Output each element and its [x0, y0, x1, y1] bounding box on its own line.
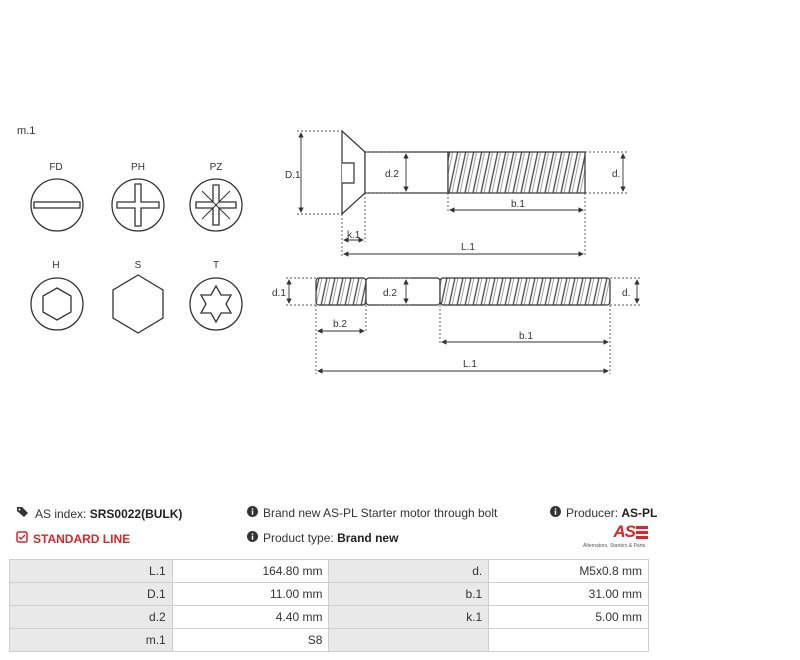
standard-line-text: STANDARD LINE [33, 531, 131, 546]
tags-icon [16, 506, 30, 521]
head-types-label: m.1 [17, 125, 36, 137]
dim-L1-top: L.1 [461, 242, 475, 253]
torx-head-icon [190, 278, 242, 330]
description-text: Brand new AS-PL Starter motor through bolt [263, 506, 498, 520]
slot-head-icon [31, 179, 83, 231]
info-circle-icon [550, 506, 561, 520]
pozidriv-head-icon [190, 179, 242, 231]
head-types [31, 162, 242, 333]
param-label [329, 629, 489, 652]
dim-d-bottom: d. [622, 288, 631, 299]
dim-b1-top: b.1 [511, 199, 525, 210]
producer-value: AS-PL [621, 506, 658, 520]
fd-label: FD [49, 162, 63, 173]
ph-label: PH [131, 162, 145, 173]
param-value: M5x0.8 mm [489, 560, 649, 583]
phillips-head-icon [112, 179, 164, 231]
dim-d2-bottom: d.2 [383, 288, 397, 299]
param-label: L.1 [10, 560, 173, 583]
table-row [10, 629, 649, 652]
param-value: 5.00 mm [489, 606, 649, 629]
param-label: d.2 [10, 606, 173, 629]
dim-d2-top: d.2 [385, 169, 399, 180]
param-label: b.1 [329, 583, 489, 606]
t-label: T [212, 260, 220, 271]
table-row [10, 606, 649, 629]
stud-bolt-drawing [272, 278, 640, 374]
dim-k1: k.1 [347, 230, 361, 241]
info-circle-icon [247, 506, 258, 520]
param-label: m.1 [10, 629, 173, 652]
description [247, 506, 497, 520]
param-value: 4.40 mm [172, 606, 329, 629]
table-row [10, 583, 649, 606]
logo-bars-icon [635, 524, 649, 540]
dim-b2: b.2 [333, 319, 347, 330]
hex-socket-head-icon [31, 278, 83, 330]
parameters-table [9, 559, 649, 652]
logo-tagline: Alternators, Starters & Parts [583, 543, 646, 549]
dim-b1-bottom: b.1 [519, 331, 533, 342]
param-value [489, 629, 649, 652]
param-value: S8 [172, 629, 329, 652]
info-circle-icon [247, 531, 258, 545]
countersunk-bolt-drawing [285, 131, 627, 256]
standard-line [16, 531, 130, 546]
param-value: 31.00 mm [489, 583, 649, 606]
h-label: H [52, 260, 60, 271]
product-type-value: Brand new [337, 531, 399, 545]
as-index-label: AS index: [35, 506, 87, 521]
table-row [10, 560, 649, 583]
product-type-label: Product type: [263, 531, 334, 545]
as-index-value: SRS0022(BULK) [89, 506, 183, 521]
param-value: 11.00 mm [172, 583, 329, 606]
producer [550, 506, 657, 520]
as-index [16, 506, 182, 521]
param-label: k.1 [329, 606, 489, 629]
param-label: D.1 [10, 583, 173, 606]
check-square-icon [16, 531, 28, 546]
param-value: 164.80 mm [172, 560, 329, 583]
product-type [247, 531, 398, 545]
dim-d-top: d. [612, 169, 621, 180]
param-label: d. [329, 560, 489, 583]
logo-text: AS [613, 522, 635, 541]
dim-d1: d.1 [272, 288, 286, 299]
pz-label: PZ [209, 162, 223, 173]
producer-label: Producer: [566, 506, 619, 520]
s-label: S [134, 260, 142, 271]
dim-L1-bottom: L.1 [463, 359, 477, 370]
as-pl-logo [583, 522, 653, 552]
dim-D1: D.1 [285, 170, 301, 181]
hex-head-icon [113, 275, 163, 333]
